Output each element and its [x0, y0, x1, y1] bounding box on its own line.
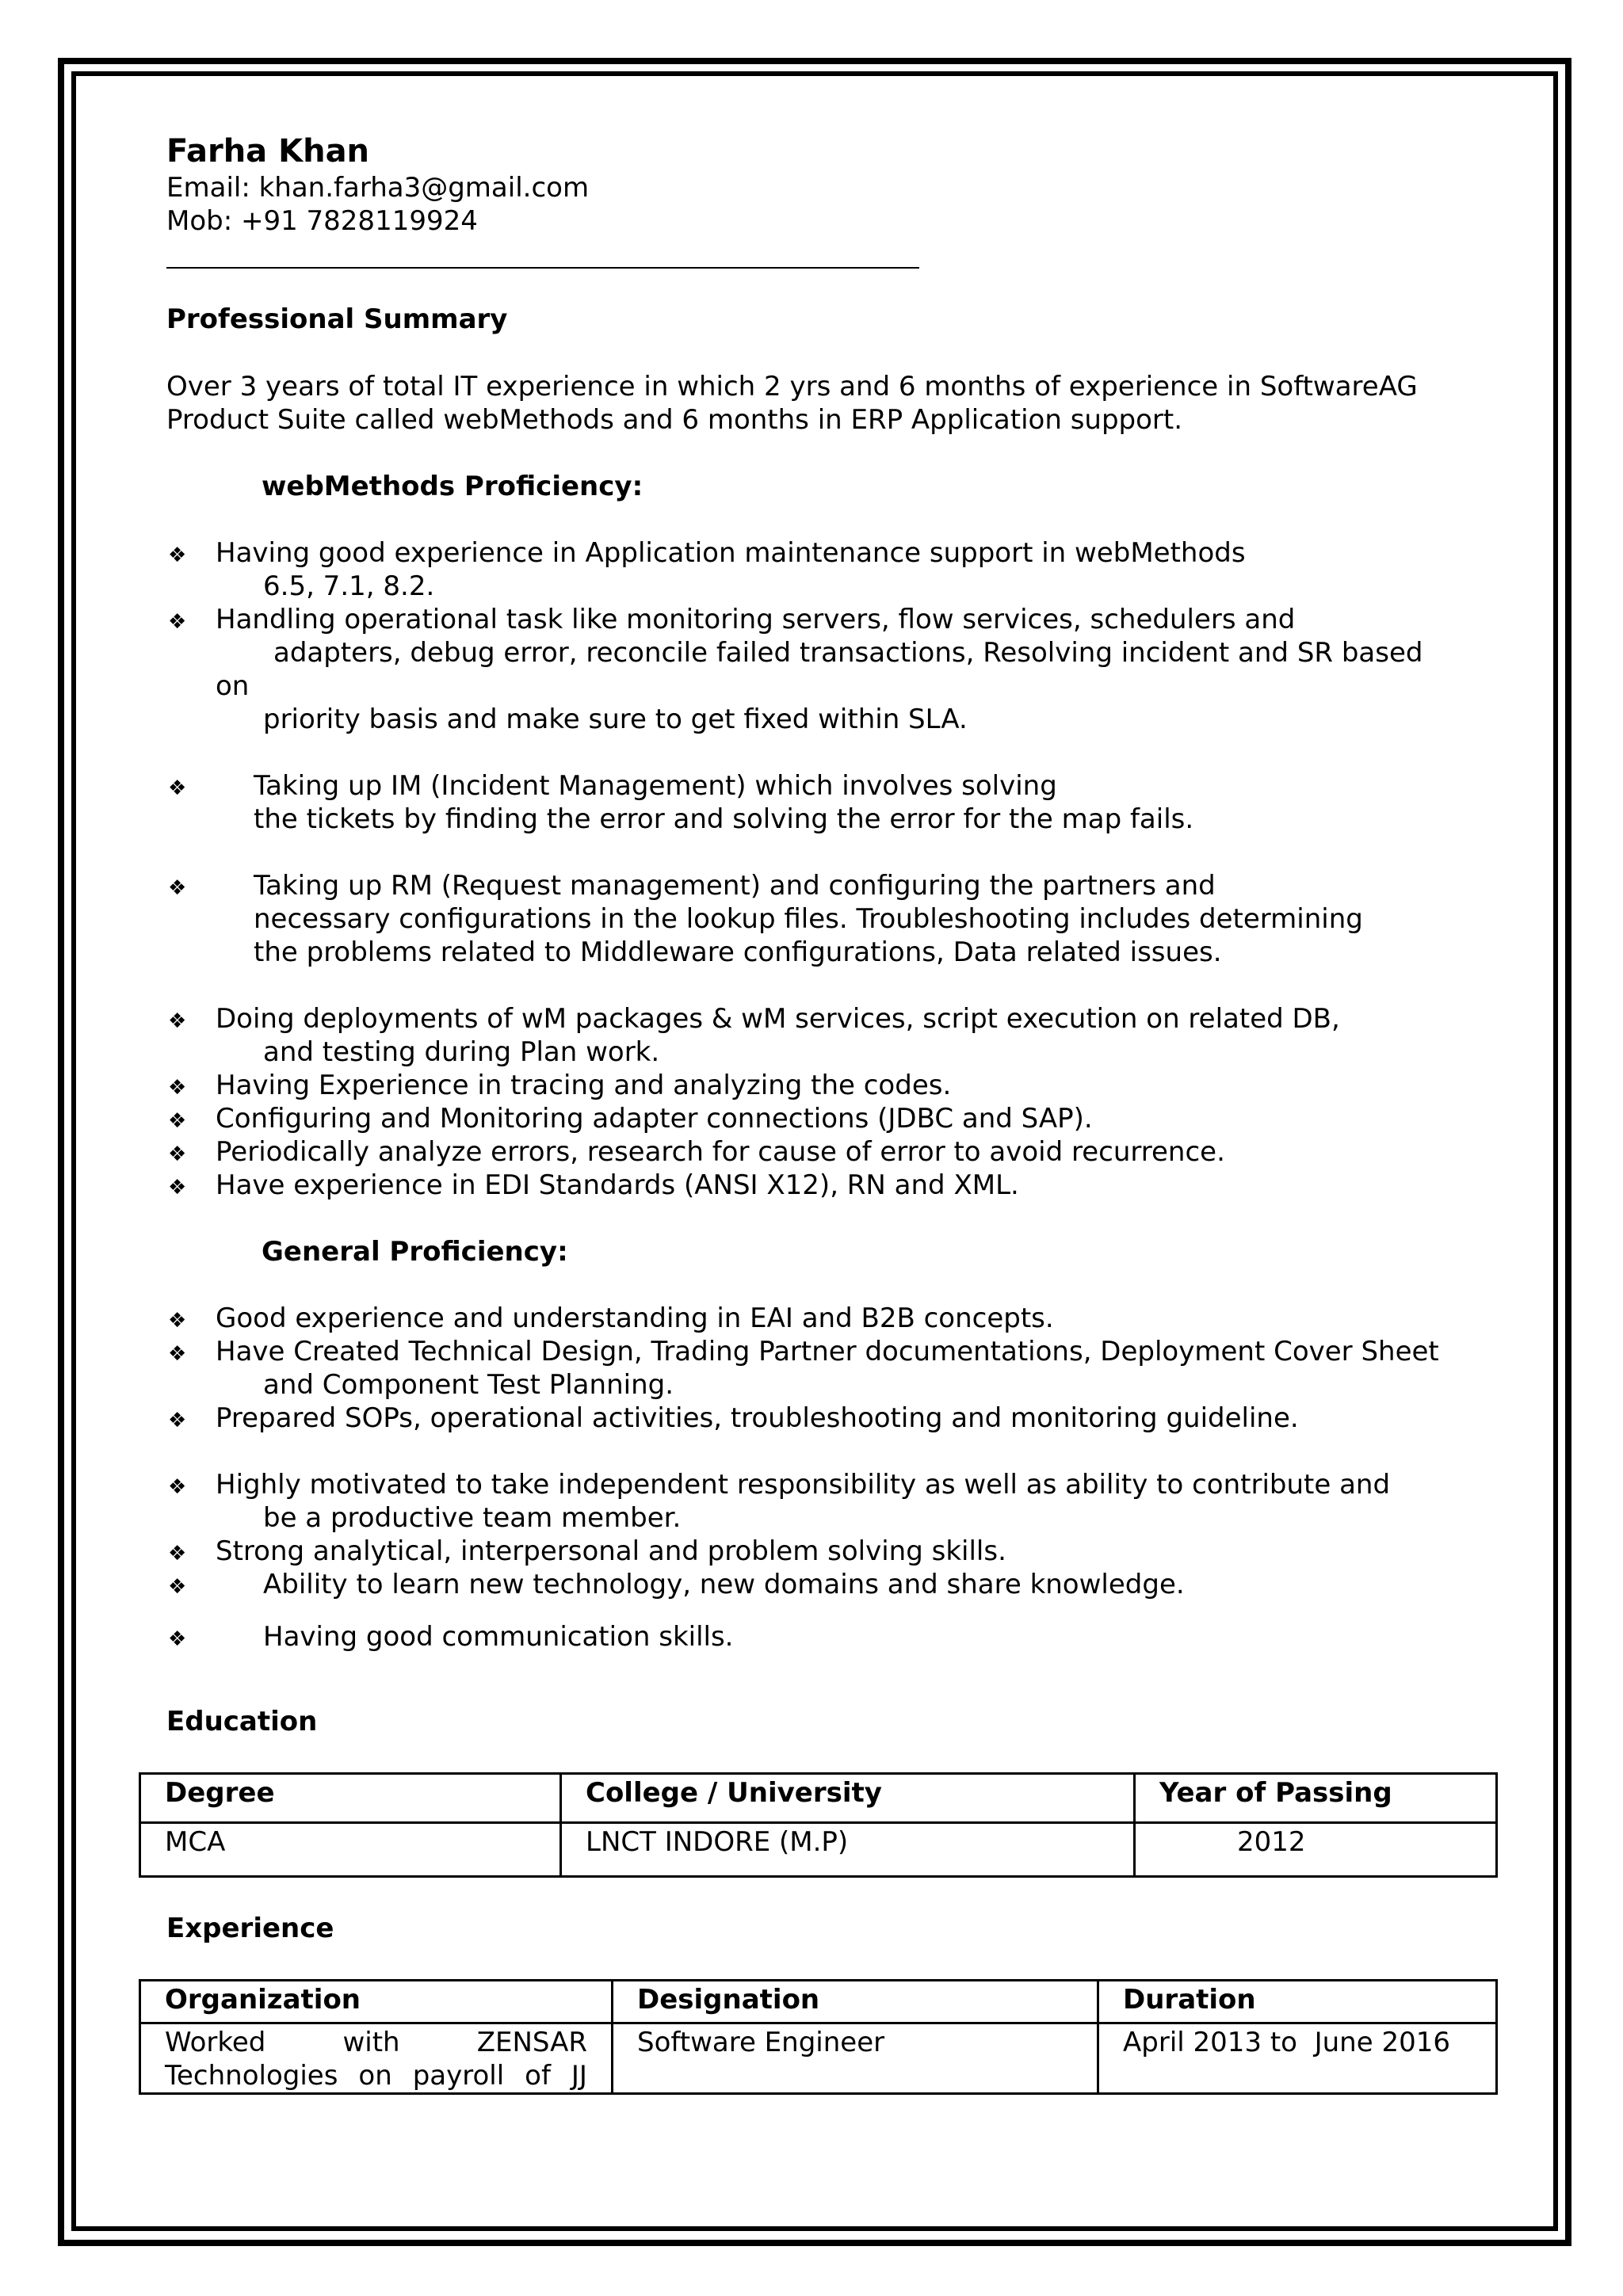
- header-divider: [166, 267, 919, 269]
- experience-header-designation: Designation: [613, 1981, 1098, 2023]
- education-header-college: College / University: [561, 1774, 1135, 1823]
- diamond-bullet-icon: ❖: [168, 1142, 187, 1166]
- diamond-bullet-icon: ❖: [168, 543, 187, 567]
- bullet-text: necessary configurations in the lookup files. Troubleshooting includes determining: [254, 903, 1363, 935]
- diamond-bullet-icon: ❖: [168, 1309, 187, 1333]
- bullet-text: Have experience in EDI Standards (ANSI X12), RN and XML.: [216, 1169, 1019, 1201]
- experience-table: [139, 1979, 1498, 2095]
- organization-line: Worked with ZENSAR: [165, 2027, 587, 2058]
- bullet-text: on: [216, 670, 250, 702]
- summary-line: Product Suite called webMethods and 6 months in ERP Application support.: [166, 404, 1183, 436]
- diamond-bullet-icon: ❖: [168, 1627, 187, 1651]
- bullet-text: the tickets by finding the error and solving the error for the map fails.: [254, 803, 1194, 835]
- bullet-text: Configuring and Monitoring adapter connections (JDBC and SAP).: [216, 1103, 1093, 1135]
- diamond-bullet-icon: ❖: [168, 1076, 187, 1100]
- diamond-bullet-icon: ❖: [168, 1409, 187, 1432]
- bullet-text: adapters, debug error, reconcile failed transactions, Resolving incident and SR based: [273, 637, 1423, 669]
- diamond-bullet-icon: ❖: [168, 776, 187, 800]
- summary-heading: Professional Summary: [166, 303, 508, 335]
- bullet-text: Having good communication skills.: [263, 1621, 734, 1653]
- bullet-text: Have Created Technical Design, Trading Partner documentations, Deployment Cover Sheet: [216, 1336, 1439, 1367]
- email-line: Email: khan.farha3@gmail.com: [166, 172, 590, 204]
- bullet-text: priority basis and make sure to get fixed within SLA.: [263, 704, 968, 735]
- experience-heading: Experience: [166, 1913, 334, 1944]
- education-table: [139, 1772, 1498, 1878]
- bullet-text: Ability to learn new technology, new domains and share knowledge.: [263, 1569, 1185, 1600]
- bullet-text: Strong analytical, interpersonal and problem solving skills.: [216, 1535, 1006, 1567]
- bullet-text: Highly motivated to take independent responsibility as well as ability to contribute and: [216, 1469, 1391, 1501]
- diamond-bullet-icon: ❖: [168, 1009, 187, 1033]
- education-cell-year: 2012: [1135, 1823, 1497, 1877]
- experience-cell-organization: [140, 2023, 613, 2094]
- bullet-text: Having good experience in Application maintenance support in webMethods: [216, 537, 1246, 569]
- diamond-bullet-icon: ❖: [168, 1575, 187, 1599]
- mobile-line: Mob: +91 7828119924: [166, 205, 478, 237]
- bullet-text: Prepared SOPs, operational activities, troubleshooting and monitoring guideline.: [216, 1402, 1299, 1434]
- experience-cell-designation: Software Engineer: [613, 2023, 1098, 2094]
- bullet-text: Good experience and understanding in EAI and B2B concepts.: [216, 1302, 1054, 1334]
- diamond-bullet-icon: ❖: [168, 1342, 187, 1366]
- diamond-bullet-icon: ❖: [168, 1176, 187, 1199]
- bullet-text: Taking up IM (Incident Management) which involves solving: [254, 770, 1057, 802]
- bullet-text: Doing deployments of wM packages & wM services, script execution on related DB,: [216, 1003, 1340, 1035]
- education-header-year: Year of Passing: [1135, 1774, 1497, 1823]
- education-cell-college: LNCT INDORE (M.P): [561, 1823, 1135, 1877]
- bullet-text: and testing during Plan work.: [263, 1036, 660, 1068]
- diamond-bullet-icon: ❖: [168, 610, 187, 634]
- organization-line: Technologies on payroll of JJ: [165, 2060, 587, 2092]
- general-heading: General Proficiency:: [262, 1236, 568, 1268]
- diamond-bullet-icon: ❖: [168, 876, 187, 900]
- experience-header-duration: Duration: [1098, 1981, 1497, 2023]
- bullet-text: Periodically analyze errors, research for cause of error to avoid recurrence.: [216, 1136, 1225, 1168]
- education-header-degree: Degree: [140, 1774, 561, 1823]
- diamond-bullet-icon: ❖: [168, 1475, 187, 1499]
- education-cell-degree: MCA: [140, 1823, 561, 1877]
- candidate-name: Farha Khan: [166, 133, 370, 170]
- bullet-text: and Component Test Planning.: [263, 1369, 674, 1401]
- bullet-text: be a productive team member.: [263, 1502, 682, 1534]
- bullet-text: Handling operational task like monitoring servers, flow services, schedulers and: [216, 604, 1296, 635]
- diamond-bullet-icon: ❖: [168, 1542, 187, 1566]
- experience-cell-duration: April 2013 to June 2016: [1098, 2023, 1497, 2094]
- bullet-text: the problems related to Middleware configurations, Data related issues.: [254, 936, 1222, 968]
- summary-line: Over 3 years of total IT experience in which 2 yrs and 6 months of experience in SoftwareAG: [166, 371, 1418, 402]
- bullet-text: Having Experience in tracing and analyzing the codes.: [216, 1070, 952, 1101]
- diamond-bullet-icon: ❖: [168, 1109, 187, 1133]
- education-heading: Education: [166, 1706, 318, 1737]
- webmethods-heading: webMethods Proficiency:: [262, 471, 643, 502]
- experience-header-organization: Organization: [140, 1981, 613, 2023]
- bullet-text: Taking up RM (Request management) and configuring the partners and: [254, 870, 1216, 902]
- bullet-text: 6.5, 7.1, 8.2.: [263, 570, 435, 602]
